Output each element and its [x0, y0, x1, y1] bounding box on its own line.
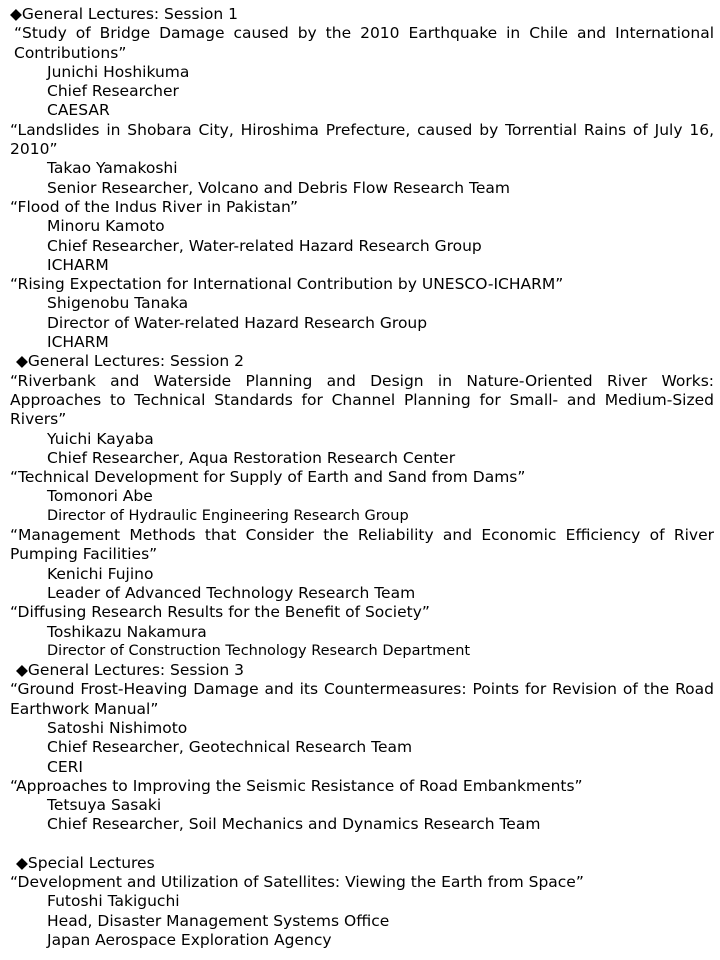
session-heading: ◆General Lectures: Session 3: [16, 661, 244, 680]
speaker-position: Head, Disaster Management Systems Office: [47, 911, 390, 930]
speaker-affiliation: CERI: [47, 757, 83, 776]
session-heading: ◆General Lectures: Session 1: [10, 5, 238, 23]
speaker-affiliation: Japan Aerospace Exploration Agency: [47, 930, 332, 949]
lecture-title: “Landslides in Shobara City, Hiroshima Prefecture, caused by Torrential Rains of July 16, 2010”: [10, 120, 714, 159]
speaker-name: Minoru Kamoto: [47, 217, 165, 236]
lecture-title: “Ground Frost-Heaving Damage and its Countermeasures: Points for Revision of the Road Earthwork Manual”: [10, 680, 714, 718]
session-heading: ◆General Lectures: Session 2: [16, 352, 244, 371]
lecture-title: “Rising Expectation for International Contribution by UNESCO-ICHARM”: [10, 275, 564, 294]
speaker-position: Senior Researcher, Volcano and Debris Flow Research Team: [47, 178, 510, 197]
lecture-title: “Approaches to Improving the Seismic Resistance of Road Embankments”: [10, 776, 583, 795]
lecture-title: “Study of Bridge Damage caused by the 2010 Earthquake in Chile and International Contributions”: [14, 24, 714, 62]
speaker-affiliation: ICHARM: [47, 333, 109, 352]
speaker-name: Satoshi Nishimoto: [47, 718, 188, 737]
lecture-title: “Development and Utilization of Satellites: Viewing the Earth from Space”: [10, 873, 584, 892]
speaker-position: Leader of Advanced Technology Research Team: [47, 583, 416, 602]
speaker-position: Director of Water-related Hazard Research Group: [47, 313, 428, 332]
speaker-position: Chief Researcher: [47, 82, 179, 101]
speaker-name: Junichi Hoshikuma: [47, 62, 190, 81]
speaker-name: Toshikazu Nakamura: [47, 622, 207, 641]
speaker-name: Tomonori Abe: [47, 487, 153, 506]
lecture-title: “Diffusing Research Results for the Benefit of Society”: [10, 603, 430, 622]
speaker-name: Futoshi Takiguchi: [47, 892, 180, 911]
lecture-title: “Technical Development for Supply of Earth and Sand from Dams”: [10, 468, 526, 487]
lecture-title: “Flood of the Indus River in Pakistan”: [10, 197, 299, 216]
session-heading: ◆Special Lectures: [16, 853, 155, 872]
speaker-affiliation: CAESAR: [47, 101, 110, 120]
speaker-affiliation: ICHARM: [47, 255, 109, 274]
speaker-name: Yuichi Kayaba: [47, 429, 154, 448]
lecture-title: “Management Methods that Consider the Reliability and Economic Efficiency of River Pumping Facilities”: [10, 526, 714, 564]
speaker-position: Chief Researcher, Aqua Restoration Research Center: [47, 448, 456, 467]
speaker-name: Kenichi Fujino: [47, 564, 154, 583]
lecture-title: “Riverbank and Waterside Planning and Design in Nature-Oriented River Works: Approaches to Technical Standards for Channel Planning for Small- and Medium-Sized Rivers”: [10, 371, 714, 429]
speaker-position: Director of Construction Technology Research Department: [47, 642, 471, 659]
speaker-position: Chief Researcher, Geotechnical Research Team: [47, 738, 413, 757]
speaker-position: Chief Researcher, Soil Mechanics and Dynamics Research Team: [47, 815, 541, 834]
speaker-position: Chief Researcher, Water-related Hazard Research Group: [47, 236, 482, 255]
speaker-position: Director of Hydraulic Engineering Research Group: [47, 507, 409, 524]
section-spacer: [10, 835, 714, 854]
speaker-name: Takao Yamakoshi: [47, 159, 178, 178]
speaker-name: Shigenobu Tanaka: [47, 294, 189, 313]
speaker-name: Tetsuya Sasaki: [47, 796, 162, 815]
